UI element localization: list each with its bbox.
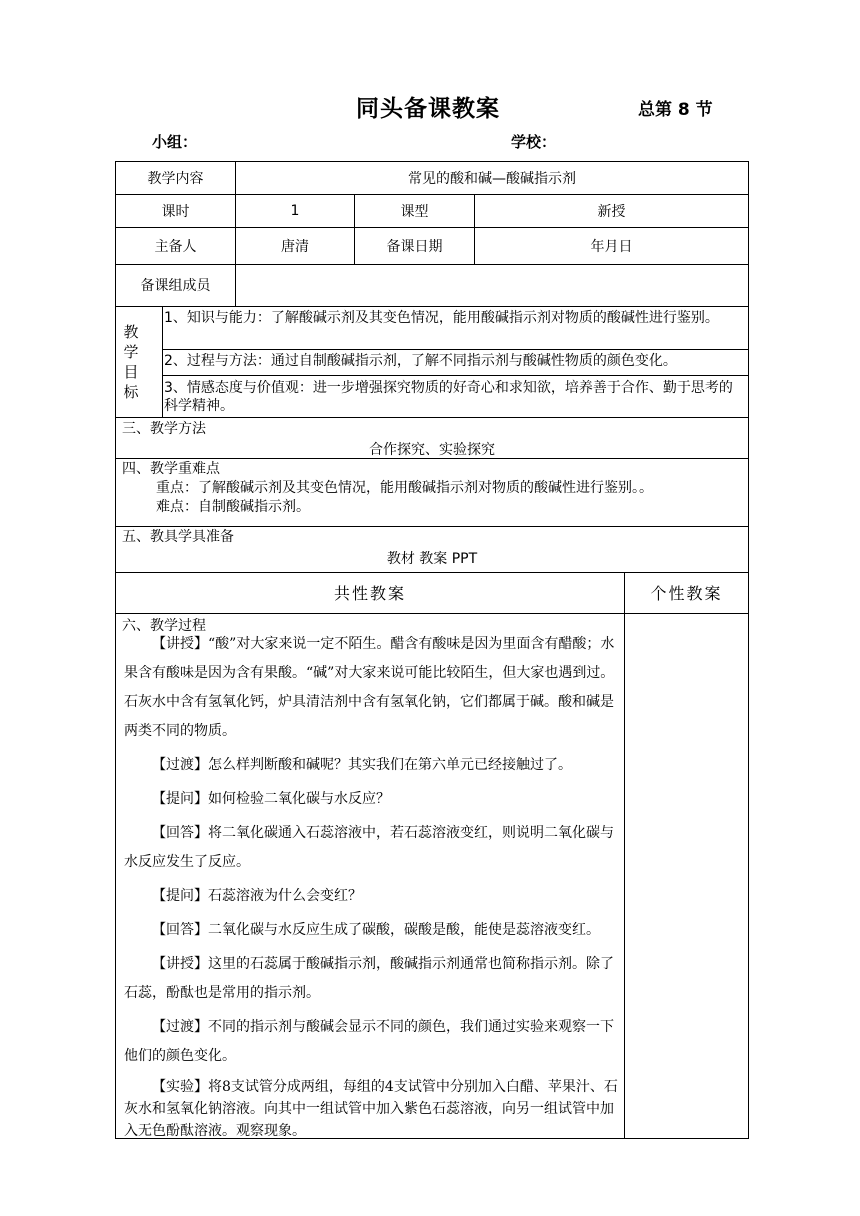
process-content [124,630,624,1147]
process-paragraph: 【提问】如何检验二氧化碳与水反应？ [152,791,390,807]
method-value: 合作探究、实验探究 [369,442,495,458]
tools-value: 教材 教案 PPT [386,551,478,567]
objective-3: 3、情感态度与价值观：进一步增强探究物质的好奇心和求知欲，培养善于合作、勤于思考的科学精神。 [164,380,733,414]
objective-1: 1、知识与能力：了解酸碱示剂及其变色情况，能用酸碱指示剂对物质的酸碱性进行鉴别。 [164,310,719,326]
process-paragraph: 【讲授】“酸”对大家来说一定不陌生。醋含有酸味是因为里面含有醋酸；水果含有酸味是因为含有果酸。“碱”对大家来说可能比较陌生，但大家也遇到过。石灰水中含有氢氧化钙，炉具清洁剂中含有氢氧化钠，它们都属于碱。酸和碱是两类不同的物质。 [124,636,615,739]
process-title: 六、教学过程 [122,618,206,634]
lead-label: 主备人 [154,238,197,255]
lesson-number: 总第 8 节 [638,100,713,120]
hours-value: 1 [290,202,300,219]
process-paragraph: 【回答】将二氧化碳通入石蕊溶液中，若石蕊溶液变红，则说明二氧化碳与水反应发生了反应。 [124,825,614,870]
tools-title: 五、教具学具准备 [122,529,234,545]
method-title: 三、教学方法 [122,421,206,437]
group-label: 小组： [152,133,198,151]
hours-label: 课时 [161,203,190,220]
key-title: 四、教学重难点 [122,461,220,477]
content-value: 常见的酸和碱—酸碱指示剂 [408,171,576,187]
difficult-point: 难点：自制酸碱指示剂。 [156,499,310,515]
school-label: 学校： [511,133,557,151]
type-value: 新授 [597,203,626,220]
members-label: 备课组成员 [140,278,211,294]
process-paragraph: 【提问】石蕊溶液为什么会变红？ [152,888,362,904]
process-paragraph: 【回答】二氧化碳与水反应生成了碳酸，碳酸是酸，能使是蕊溶液变红。 [152,922,600,938]
date-label: 备课日期 [386,238,443,255]
objective-2: 2、过程与方法：通过自制酸碱指示剂，了解不同指示剂与酸碱性物质的颜色变化。 [164,353,677,369]
process-paragraph: 【实验】将8支试管分成两组，每组的4支试管中分别加入白醋、苹果汁、石灰水和氢氧化钠溶液。向其中一组试管中加入紫色石蕊溶液，向另一组试管中加入无色酚酞溶液。观察现象。 [124,1079,618,1139]
page-title: 同头备课教案 [356,96,500,122]
members-value [236,264,748,306]
type-label: 课型 [400,203,429,220]
lead-value: 唐清 [281,238,309,255]
date-value: 年月日 [590,238,633,255]
common-plan-header: 共性教案 [333,584,406,603]
process-paragraph: 【过渡】怎么样判断酸和碱呢？其实我们在第六单元已经接触过了。 [152,757,572,773]
lesson-plan-table [115,161,749,1139]
objectives-label: 教学目标 [123,323,139,401]
key-point: 重点：了解酸碱示剂及其变色情况，能用酸碱指示剂对物质的酸碱性进行鉴别。。 [156,480,653,496]
process-paragraph: 【过渡】不同的指示剂与酸碱会显示不同的颜色，我们通过实验来观察一下他们的颜色变化。 [124,1019,614,1064]
process-paragraph: 【讲授】这里的石蕊属于酸碱指示剂，酸碱指示剂通常也简称指示剂。除了石蕊，酚酞也是常用的指示剂。 [124,956,614,1001]
personal-plan-header: 个性教案 [650,584,723,603]
content-label: 教学内容 [147,171,204,187]
